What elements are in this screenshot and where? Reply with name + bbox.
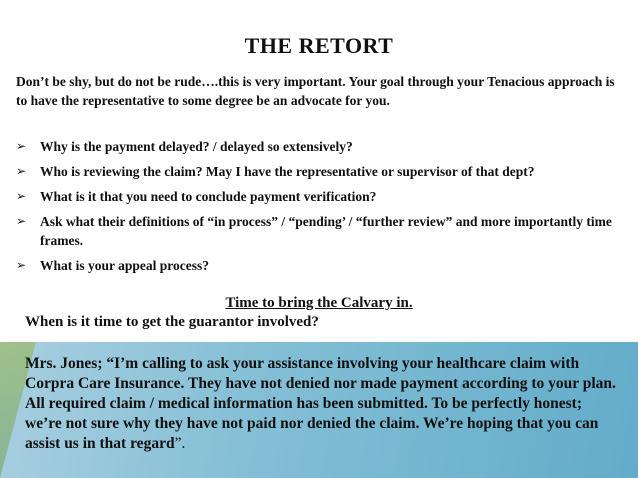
arrow-bullet-icon: ➢ <box>16 214 27 228</box>
call-script-closing-quote: ”. <box>174 435 186 452</box>
intro-paragraph: Don’t be shy, but do not be rude….this is very important. Your goal through your Tenacious approach is to have the representative to some degree be an advocate for you. <box>16 74 615 108</box>
bullet-item <box>16 162 616 181</box>
bullet-item <box>16 137 616 156</box>
arrow-bullet-icon: ➢ <box>16 258 27 272</box>
section-subheading: Time to bring the Calvary in. <box>225 295 413 311</box>
guarantor-question: When is it time to get the guarantor involved? <box>25 314 319 330</box>
bullet-list <box>16 137 616 281</box>
arrow-bullet-icon: ➢ <box>16 164 27 178</box>
bullet-item <box>16 212 616 250</box>
bullet-text: Ask what their definitions of “in process” / “pending’ / “further review” and more importantly time frames. <box>40 214 612 248</box>
slide-title: THE RETORT <box>244 33 394 58</box>
bullet-text: What is it that you need to conclude payment verification? <box>40 189 377 204</box>
bullet-text: Why is the payment delayed? / delayed so extensively? <box>40 139 353 154</box>
arrow-bullet-icon: ➢ <box>16 189 27 203</box>
bullet-text: What is your appeal process? <box>40 258 210 273</box>
arrow-bullet-icon: ➢ <box>16 139 27 153</box>
bullet-text: Who is reviewing the claim? May I have the representative or supervisor of that dept? <box>40 164 535 179</box>
call-script-text: Mrs. Jones; “I’m calling to ask your assistance involving your healthcare claim with Corpra Care Insurance. They have not denied nor made payment according to your plan. All required claim / medical information has been submitted. To be perfectly honest; we’re not sure why they have not paid nor denied the claim. We’re hoping that you can assist us in that regard <box>25 355 616 452</box>
call-script-paragraph <box>25 354 621 454</box>
bullet-item <box>16 256 616 275</box>
bullet-item <box>16 187 616 206</box>
